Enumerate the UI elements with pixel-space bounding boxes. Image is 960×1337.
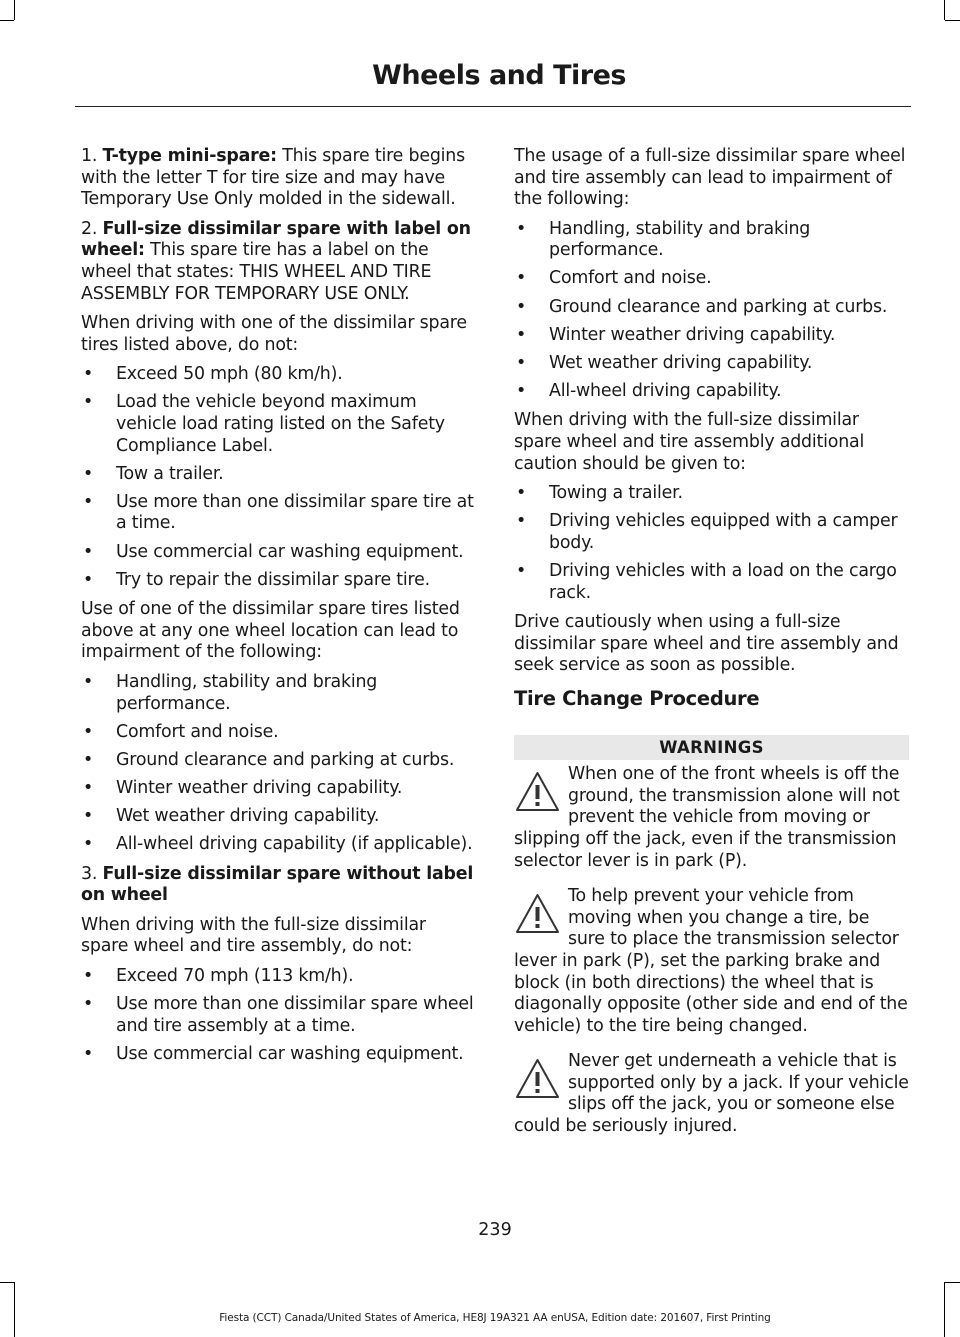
warning-triangle-icon bbox=[514, 892, 561, 936]
bullet-list bbox=[514, 483, 909, 604]
crop-mark-top-right-h bbox=[945, 20, 960, 21]
bullet-icon: • bbox=[83, 966, 94, 986]
term-without-label: Full-size dissimilar spare without label on wheel bbox=[81, 863, 474, 906]
bullet-icon: • bbox=[516, 380, 527, 401]
left-column bbox=[81, 146, 477, 1073]
crop-mark-top-right-v bbox=[944, 0, 945, 20]
crop-mark-bottom-right-v bbox=[944, 1282, 945, 1337]
list-item: • Comfort and noise. bbox=[83, 721, 279, 742]
bullet-icon: • bbox=[83, 364, 94, 385]
list-item: • Comfort and noise. bbox=[516, 268, 712, 289]
page-number: 239 bbox=[478, 1220, 512, 1240]
paragraph: When driving with the full-size dissimilar spare wheel and tire assembly additional caution should be given to: bbox=[514, 410, 865, 474]
list-item: • Handling, stability and braking performance. bbox=[516, 218, 811, 261]
bullet-icon: • bbox=[83, 671, 94, 692]
bullet-icon: • bbox=[83, 994, 94, 1015]
bullet-icon: • bbox=[516, 324, 527, 345]
list-item: • Use more than one dissimilar spare tire at a time. bbox=[83, 491, 474, 534]
list-item: • All-wheel driving capability. bbox=[516, 380, 782, 401]
list-item: • Exceed 70 mph (113 km/h). bbox=[83, 966, 354, 986]
paragraph: When driving with the full-size dissimilar spare wheel and tire assembly, do not: bbox=[81, 914, 426, 957]
bullet-icon: • bbox=[83, 1043, 94, 1064]
bullet-icon: • bbox=[83, 392, 94, 413]
warning-item: To help prevent your vehicle from moving when you change a tire, be sure to place the transmission selector lever in park (P), set the parking brake and block (in both directions) the wheel that is diagonally opposite (other side and end of the vehicle) to the tire being changed. bbox=[514, 886, 908, 1036]
list-item: • Handling, stability and braking performance. bbox=[83, 671, 378, 714]
bullet-icon: • bbox=[516, 352, 527, 373]
section-heading: Tire Change Procedure bbox=[514, 686, 760, 710]
bullet-icon: • bbox=[516, 511, 527, 532]
bullet-icon: • bbox=[83, 777, 94, 798]
bullet-list bbox=[81, 966, 477, 1065]
crop-mark-bottom-right-h bbox=[945, 1282, 960, 1283]
bullet-icon: • bbox=[516, 296, 527, 317]
crop-mark-top-left-v bbox=[14, 0, 15, 20]
page-title: Wheels and Tires bbox=[372, 60, 626, 91]
list-item: • Towing a trailer. bbox=[516, 483, 683, 504]
crop-mark-top-left-h bbox=[0, 20, 14, 21]
bullet-list bbox=[81, 672, 477, 856]
list-item: • Use commercial car washing equipment. bbox=[83, 1043, 464, 1064]
bullet-icon: • bbox=[83, 721, 94, 742]
term-t-type: T-type mini-spare: bbox=[102, 146, 277, 166]
list-item: • Use commercial car washing equipment. bbox=[83, 541, 464, 562]
list-item: • Winter weather driving capability. bbox=[83, 777, 403, 798]
spare-type-2: 2. Full-size dissimilar spare with label on wheel: This spare tire has a label on the wheel that states: THIS WHEEL AND TIRE ASSEMBLY FOR TEMPORARY USE ONLY. bbox=[81, 218, 471, 304]
crop-mark-bottom-left-h bbox=[0, 1282, 14, 1283]
bullet-list bbox=[81, 364, 477, 591]
bullet-icon: • bbox=[516, 268, 527, 289]
list-item: • Ground clearance and parking at curbs. bbox=[516, 296, 888, 317]
warning-item: When one of the front wheels is off the ground, the transmission alone will not prevent the vehicle from moving or slipping off the jack, even if the transmission selector lever is in park (P). bbox=[514, 764, 900, 871]
bullet-icon: • bbox=[83, 541, 94, 562]
list-item: • Load the vehicle beyond maximum vehicle load rating listed on the Safety Compliance Label. bbox=[83, 392, 445, 456]
bullet-icon: • bbox=[83, 491, 94, 512]
spare-type-3: 3. Full-size dissimilar spare without label on wheel bbox=[81, 863, 474, 906]
list-item: • Driving vehicles with a load on the cargo rack. bbox=[516, 561, 897, 603]
paragraph: Drive cautiously when using a full-size dissimilar spare wheel and tire assembly and seek service as soon as possible. bbox=[514, 612, 899, 676]
paragraph: Use of one of the dissimilar spare tires listed above at any one wheel location can lead to impairment of the following: bbox=[81, 599, 460, 663]
header-divider bbox=[75, 106, 911, 107]
bullet-icon: • bbox=[516, 218, 527, 239]
footer-edition-info: Fiesta (CCT) Canada/United States of America, HE8J 19A321 AA enUSA, Edition date: 201607, First Printing bbox=[219, 1312, 771, 1324]
warnings-header: WARNINGS bbox=[514, 735, 909, 761]
list-item: • Use more than one dissimilar spare wheel and tire assembly at a time. bbox=[83, 994, 474, 1036]
bullet-icon: • bbox=[83, 463, 94, 484]
bullet-icon: • bbox=[83, 834, 94, 855]
bullet-list bbox=[514, 219, 909, 403]
spare-type-1: 1. T-type mini-spare: This spare tire begins with the letter T for tire size and may have Temporary Use Only molded in the sidewall. bbox=[81, 146, 465, 210]
list-item: • Exceed 50 mph (80 km/h). bbox=[83, 364, 343, 385]
warnings-list bbox=[514, 764, 909, 1138]
bullet-icon: • bbox=[516, 561, 527, 581]
list-item: • Winter weather driving capability. bbox=[516, 324, 836, 345]
bullet-icon: • bbox=[83, 749, 94, 770]
crop-mark-bottom-left-v bbox=[14, 1282, 15, 1337]
list-item: • Ground clearance and parking at curbs. bbox=[83, 749, 455, 770]
bullet-icon: • bbox=[83, 569, 94, 590]
bullet-icon: • bbox=[516, 483, 527, 504]
term-label-on-wheel: Full-size dissimilar spare with label on wheel: bbox=[81, 218, 471, 261]
paragraph: When driving with one of the dissimilar spare tires listed above, do not: bbox=[81, 313, 467, 355]
right-column bbox=[514, 146, 909, 1152]
paragraph: The usage of a full-size dissimilar spare wheel and tire assembly can lead to impairment of the following: bbox=[514, 146, 906, 210]
list-item: • Tow a trailer. bbox=[83, 463, 224, 484]
list-item: • All-wheel driving capability (if applicable). bbox=[83, 834, 473, 855]
list-item: • Wet weather driving capability. bbox=[83, 805, 380, 826]
warning-triangle-icon bbox=[514, 1057, 561, 1101]
warning-triangle-icon bbox=[514, 770, 561, 814]
list-item: • Try to repair the dissimilar spare tire. bbox=[83, 569, 430, 590]
bullet-icon: • bbox=[83, 805, 94, 826]
list-item: • Driving vehicles equipped with a camper body. bbox=[516, 511, 898, 553]
list-item: • Wet weather driving capability. bbox=[516, 352, 813, 373]
warning-item: Never get underneath a vehicle that is supported only by a jack. If your vehicle slips off the jack, you or someone else could be seriously injured. bbox=[514, 1051, 909, 1137]
